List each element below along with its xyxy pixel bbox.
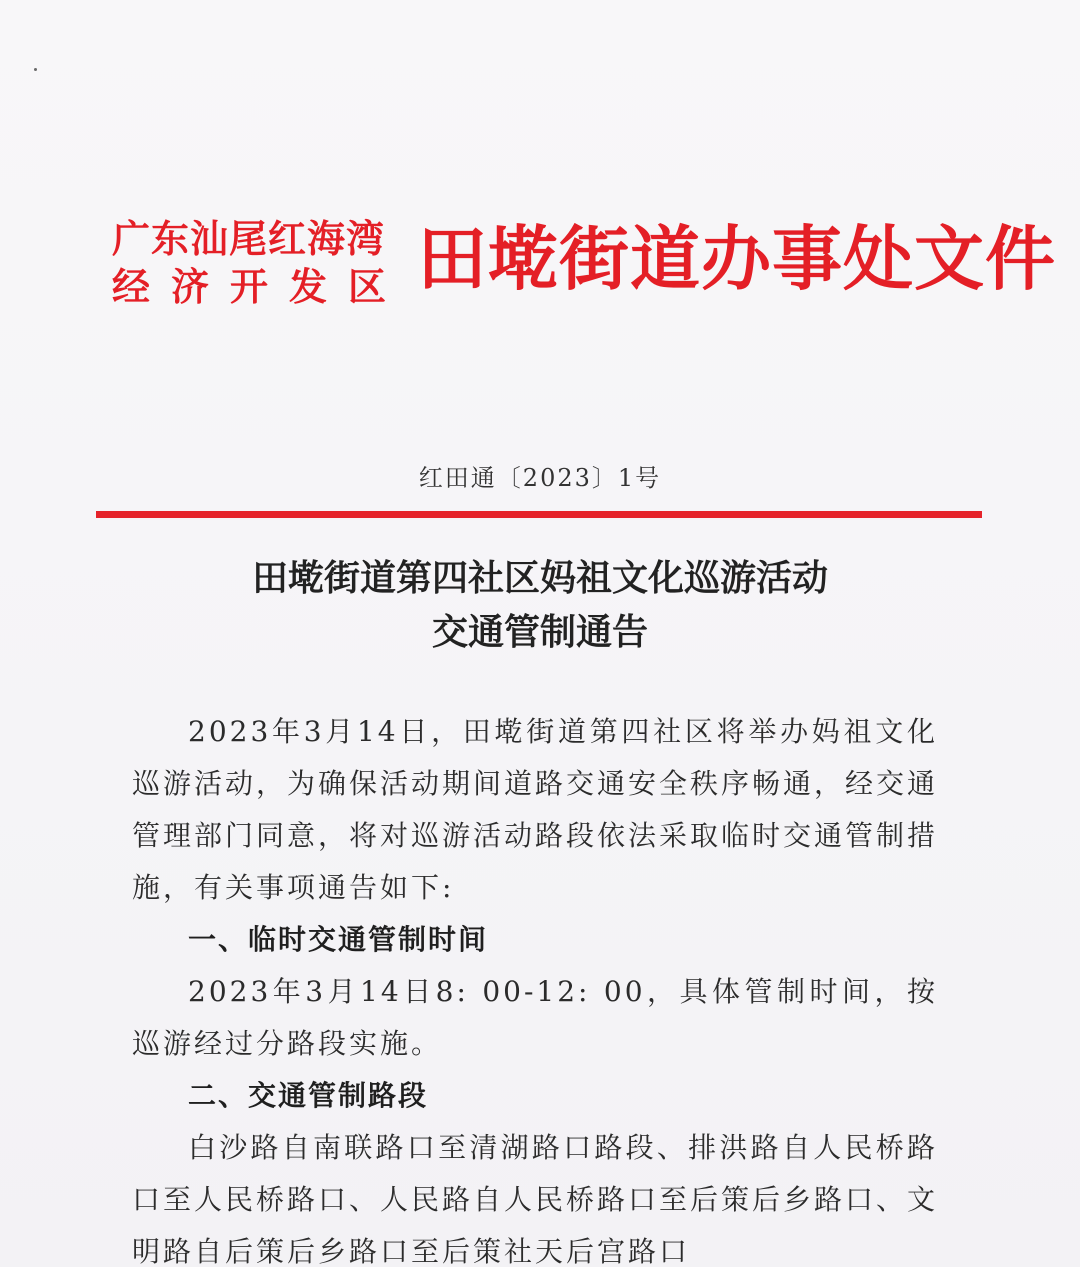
section1-heading: 一、临时交通管制时间: [188, 923, 489, 956]
red-divider-line: [96, 511, 982, 518]
notice-title: [0, 551, 1080, 659]
notice-title-line2: 交通管制通告: [431, 611, 648, 653]
section2-paragraph: 白沙路自南联路口至清湖路口路段、排洪路自人民桥路口至人民桥路口、人民路自人民桥路口至后策后乡路口、文明路自后策后乡路口至后策社天后宫路口: [132, 1131, 939, 1267]
scan-speck: [34, 68, 37, 71]
section1-paragraph: 2023年3月14日8: 00-12: 00，具体管制时间，按巡游经过分路段实施。: [132, 975, 938, 1060]
red-letterhead: [112, 208, 1056, 318]
section2-heading: 二、交通管制路段: [188, 1079, 429, 1112]
letterhead-org-line2: 经济开发区: [112, 264, 408, 309]
document-number: 红田通〔2023〕1号: [418, 464, 662, 492]
letterhead-org-line1: 广东汕尾红海湾: [112, 216, 386, 261]
intro-paragraph: 2023年3月14日，田墘街道第四社区将举办妈祖文化巡游活动，为确保活动期间道路交通安全秩序畅通，经交通管理部门同意，将对巡游活动路段依法采取临时交通管制措施，有关事项通告如下:: [132, 715, 939, 904]
letterhead-office-title: 田墘街道办事处文件: [417, 217, 1056, 300]
notice-body: [132, 706, 938, 1267]
letterhead-org: [112, 216, 412, 312]
notice-title-line1: 田墘街道第四社区妈祖文化巡游活动: [251, 557, 828, 599]
